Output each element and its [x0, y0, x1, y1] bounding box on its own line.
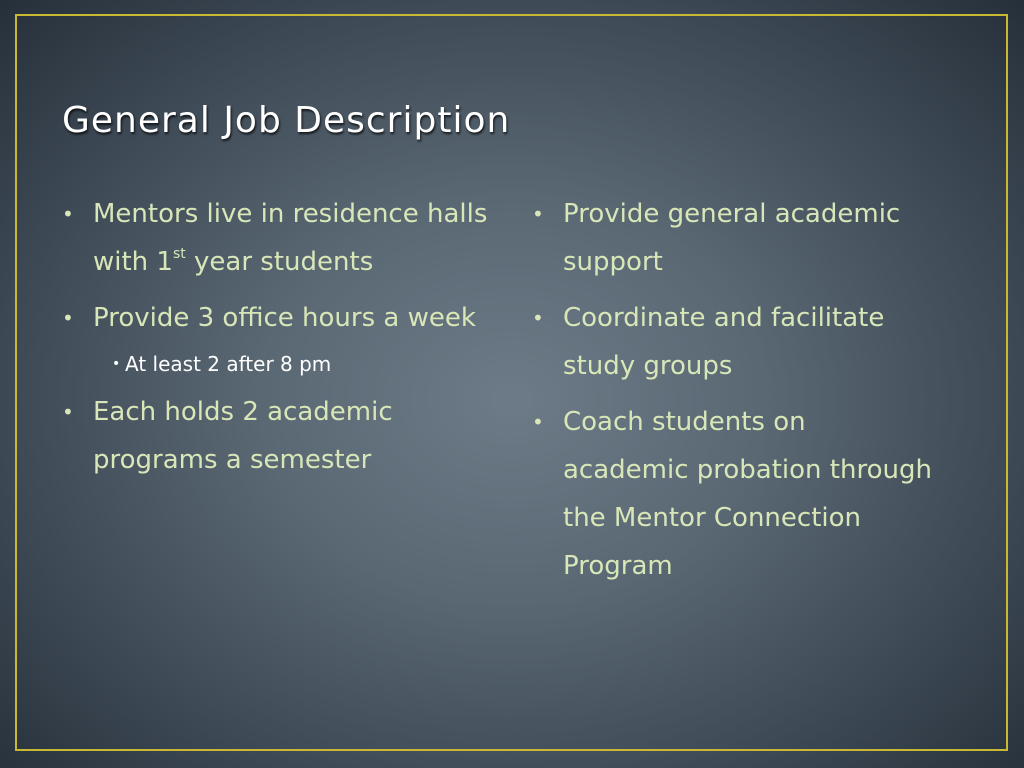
bullet-text: Provide 3 office hours a week	[93, 303, 476, 333]
bullet-icon: •	[62, 400, 74, 424]
bullet-text: Coordinate and facilitate study groups	[563, 303, 885, 381]
sub-bullet-icon: •	[112, 356, 121, 372]
right-column	[532, 190, 932, 598]
ordinal-superscript: st	[172, 246, 186, 262]
slide-title: General Job Description	[62, 100, 511, 141]
bullet-item	[532, 190, 932, 286]
bullet-text: Each holds 2 academic programs a semester	[93, 397, 393, 475]
bullet-item	[532, 398, 932, 590]
bullet-icon: •	[532, 202, 544, 226]
left-column	[62, 190, 492, 492]
bullet-text: Coach students on academic probation through the Mentor Connection Program	[563, 407, 932, 581]
bullet-item	[62, 190, 492, 286]
bullet-item	[532, 294, 932, 390]
bullet-icon: •	[532, 410, 544, 434]
bullet-icon: •	[62, 306, 74, 330]
bullet-text: Provide general academic support	[563, 199, 901, 277]
sub-bullet-text: At least 2 after 8 pm	[125, 352, 332, 376]
bullet-icon: •	[532, 306, 544, 330]
bullet-text-before: Mentors live in residence halls with 1	[93, 199, 488, 277]
bullet-item	[62, 388, 492, 484]
bullet-text-after: year students	[185, 247, 374, 277]
sub-bullet-item	[102, 348, 492, 380]
bullet-icon: •	[62, 202, 74, 226]
bullet-item	[62, 294, 492, 342]
